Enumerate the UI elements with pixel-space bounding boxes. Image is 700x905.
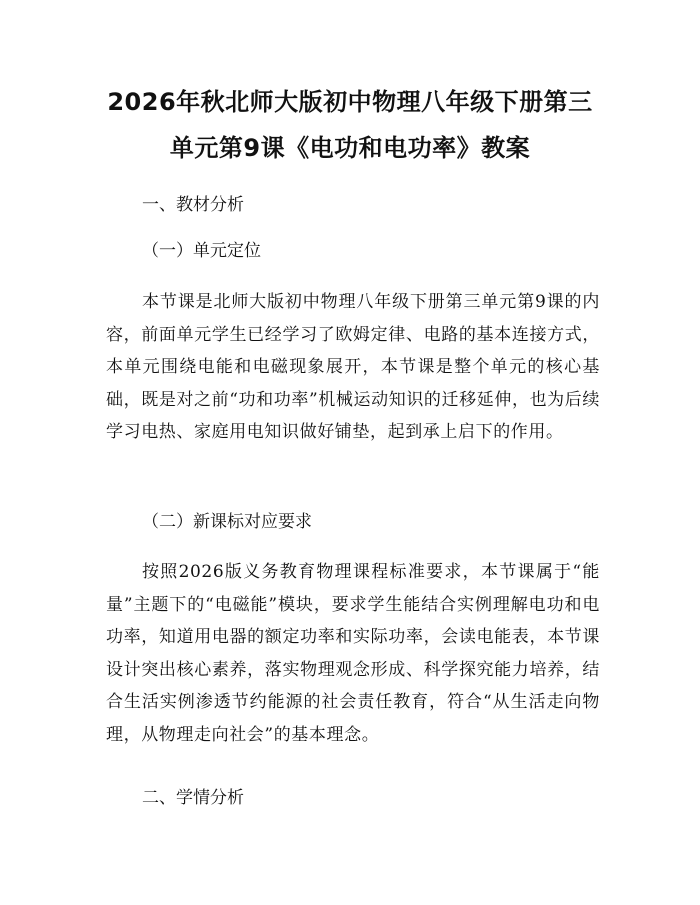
document-title-line-2: 单元第9课《电功和电功率》教案	[169, 134, 531, 162]
document-title-line-1: 2026年秋北师大版初中物理八年级下册第三	[107, 88, 593, 116]
subsection-heading-unit-positioning: （一）单元定位	[142, 241, 261, 261]
subsection-heading-curriculum-standards: （二）新课标对应要求	[142, 512, 312, 532]
paragraph-curriculum-standards: 按照2026版义务教育物理课程标准要求，本节课属于“能量”主题下的“电磁能”模块，要求学生能结合实例理解电功和电功率，知道用电器的额定功率和实际功率，会读电能表，本节课设计突出核心素养，落实物理观念形成、科学探究能力培养，结合生活实例渗透节约能源的社会责任教育，符合“从生活走向物理，从物理走向社会”的基本理念。	[106, 562, 600, 745]
section-heading-materials-analysis: 一、教材分析	[142, 195, 244, 215]
paragraph-unit-positioning: 本节课是北师大版初中物理八年级下册第三单元第9课的内容，前面单元学生已经学习了欧姆定律、电路的基本连接方式，本单元围绕电能和电磁现象展开，本节课是整个单元的核心基础，既是对之前“功和功率”机械运动知识的迁移延伸，也为后续学习电热、家庭用电知识做好铺垫，起到承上启下的作用。	[106, 292, 600, 442]
section-heading-learner-analysis: 二、学情分析	[142, 788, 244, 808]
